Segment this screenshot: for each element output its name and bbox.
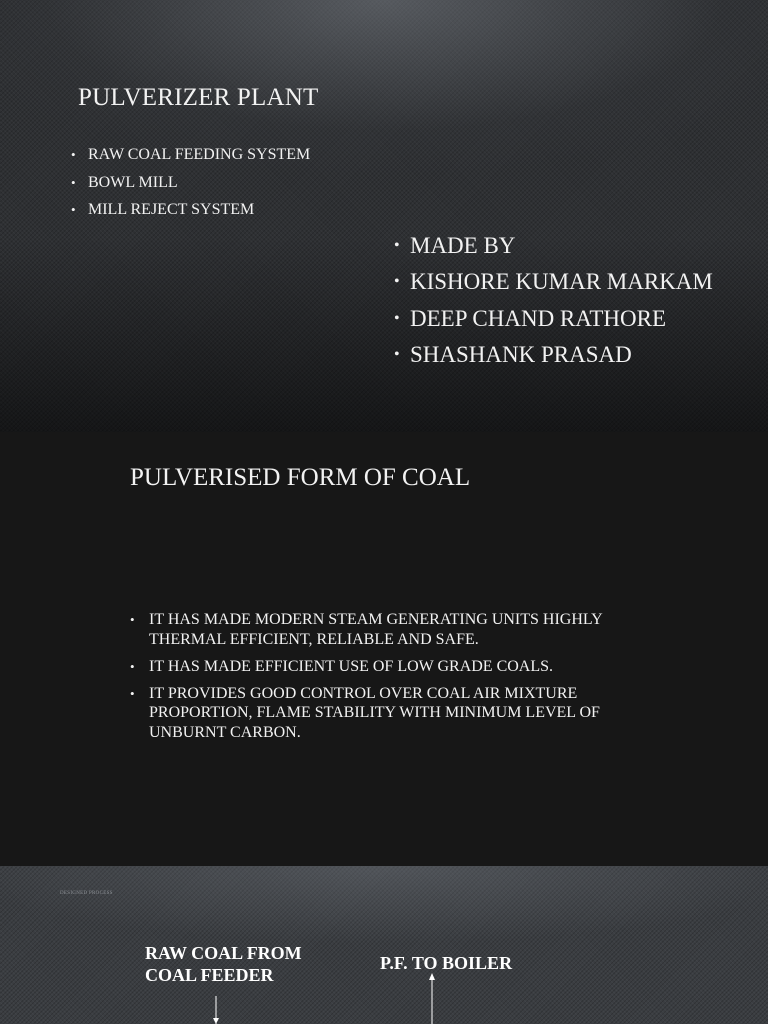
author-item: • MADE BY — [410, 232, 713, 268]
tiny-caption: DESIGNED PROCESS — [60, 891, 113, 896]
author-item: • SHASHANK PRASAD — [410, 341, 713, 377]
flow-arrows — [0, 866, 768, 1024]
topic-item: • BOWL MILL — [88, 173, 310, 201]
author-item: • DEEP CHAND RATHORE — [410, 305, 713, 341]
slide-pulverised-coal — [0, 432, 768, 866]
benefit-item: • IT HAS MADE MODERN STEAM GENERATING UNITS HIGHLY THERMAL EFFICIENT, RELIABLE AND SAFE. — [149, 610, 619, 649]
topic-item: • MILL REJECT SYSTEM — [88, 200, 310, 228]
slide-heading: PULVERISED FORM OF COAL — [130, 464, 471, 491]
author-item: • KISHORE KUMAR MARKAM — [410, 268, 713, 304]
slide-title — [0, 0, 768, 432]
benefits-list — [149, 610, 619, 750]
slide-process-diagram — [0, 866, 768, 1024]
benefit-item: • IT PROVIDES GOOD CONTROL OVER COAL AIR MIXTURE PROPORTION, FLAME STABILITY WITH MINIMUM LEVEL OF UNBURNT CARBON. — [149, 684, 619, 743]
raw-coal-label-line2: COAL FEEDER — [145, 965, 274, 985]
topics-list — [88, 145, 310, 228]
topic-item: • RAW COAL FEEDING SYSTEM — [88, 145, 310, 173]
slide-title-heading: PULVERIZER PLANT — [78, 84, 319, 111]
up-arrow-head — [429, 973, 435, 980]
pf-to-boiler-label: P.F. TO BOILER — [380, 953, 513, 973]
benefit-item: • IT HAS MADE EFFICIENT USE OF LOW GRADE COALS. — [149, 657, 619, 677]
raw-coal-label-line1: RAW COAL FROM — [145, 943, 302, 963]
down-arrow-head — [213, 1018, 219, 1024]
authors-list — [410, 232, 713, 377]
